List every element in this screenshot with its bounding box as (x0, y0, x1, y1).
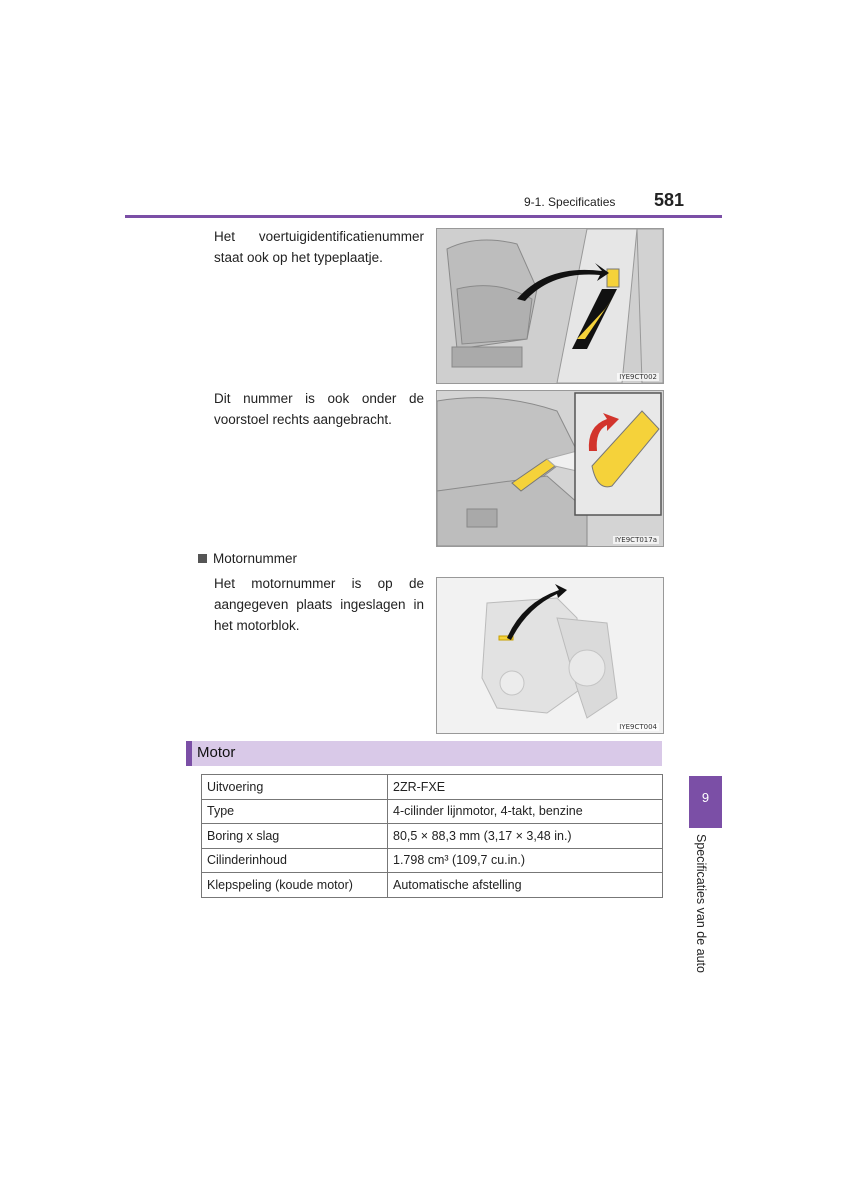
spec-value: Automatische afstelling (388, 873, 663, 898)
spec-label: Cilinderinhoud (202, 848, 388, 873)
spec-label: Boring x slag (202, 824, 388, 849)
figure-code: IYE9CT002 (619, 373, 657, 381)
header-divider (125, 215, 722, 218)
engine-spec-table (201, 774, 663, 898)
figure-code: IYE9CT017a (614, 536, 657, 544)
figure-door-pillar (436, 228, 664, 384)
figure-engine-block (436, 577, 664, 734)
engine-number-paragraph: Het motornummer is op de aangegeven plaats ingeslagen in het motorblok. (214, 576, 424, 633)
spec-value: 80,5 × 88,3 mm (3,17 × 3,48 in.) (388, 824, 663, 849)
section-title-header: 9-1. Specificaties (524, 195, 616, 209)
figure-code: IYE9CT004 (619, 723, 657, 731)
figure-under-seat (436, 390, 664, 547)
table-row (202, 824, 663, 849)
table-row (202, 799, 663, 824)
under-seat-illustration (437, 391, 663, 546)
table-row (202, 873, 663, 898)
seat-number-paragraph: Dit nummer is ook onder de voorstoel rechts aangebracht. (214, 391, 424, 427)
section-title: Motor (197, 744, 236, 761)
chapter-title-vertical: Specificaties van de auto (694, 834, 708, 973)
chapter-tab[interactable]: 9 (689, 776, 722, 828)
table-row (202, 775, 663, 800)
door-pillar-illustration (437, 229, 663, 383)
bullet-label: Motornummer (213, 551, 298, 566)
spec-value: 2ZR-FXE (388, 775, 663, 800)
engine-block-illustration (437, 578, 663, 733)
spec-label: Klepspeling (koude motor) (202, 873, 388, 898)
spec-value: 1.798 cm³ (109,7 cu.in.) (388, 848, 663, 873)
spec-label: Type (202, 799, 388, 824)
vin-plate-paragraph: Het voertuigidentificatienummer staat ook op het typeplaatje. (214, 229, 424, 265)
table-row (202, 848, 663, 873)
spec-label: Uitvoering (202, 775, 388, 800)
bullet-square-icon (198, 554, 207, 563)
engine-number-heading (198, 551, 297, 566)
page-number: 581 (654, 190, 685, 210)
section-header-motor (186, 741, 662, 766)
spec-value: 4-cilinder lijnmotor, 4-takt, benzine (388, 799, 663, 824)
